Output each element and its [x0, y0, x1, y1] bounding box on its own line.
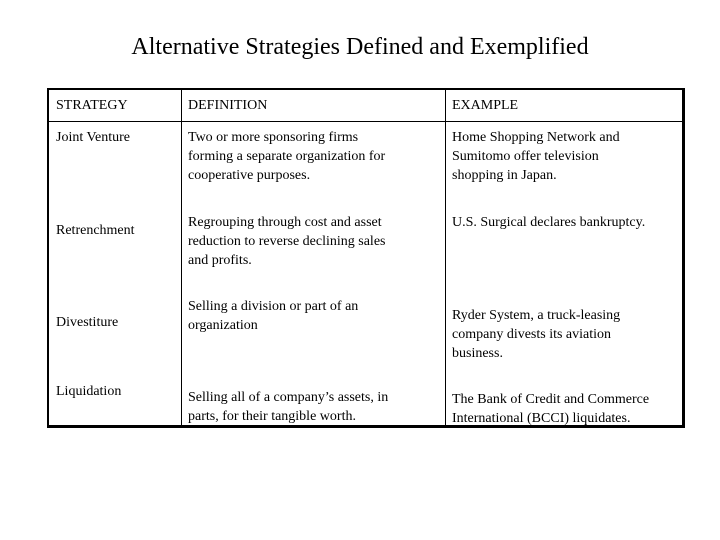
example-line: shopping in Japan. — [452, 168, 557, 183]
strategy-cell: Divestiture — [56, 315, 119, 330]
strategy-cell: Liquidation — [56, 384, 122, 399]
definition-line: cooperative purposes. — [188, 168, 311, 183]
example-cell — [452, 306, 620, 363]
definition-line: parts, for their tangible worth. — [188, 409, 356, 424]
example-line: company divests its aviation — [452, 327, 612, 342]
definition-line: Two or more sponsoring firms — [188, 130, 359, 145]
example-line: business. — [452, 346, 503, 361]
header-example: EXAMPLE — [452, 98, 519, 113]
example-line: International (BCCI) liquidates. — [452, 411, 631, 426]
definition-line: Regrouping through cost and asset — [188, 215, 382, 230]
example-cell — [452, 213, 645, 232]
definition-cell — [188, 388, 388, 426]
definition-cell — [188, 128, 385, 185]
definition-line: Selling a division or part of an — [188, 299, 359, 314]
header-definition: DEFINITION — [188, 98, 268, 113]
example-cell — [452, 128, 620, 185]
strategy-cell: Retrenchment — [56, 223, 135, 238]
header-divider — [49, 121, 682, 122]
example-line: U.S. Surgical declares bankruptcy. — [452, 215, 646, 230]
definition-line: Selling all of a company’s assets, in — [188, 390, 389, 405]
example-line: Ryder System, a truck-leasing — [452, 308, 621, 323]
example-line: Home Shopping Network and — [452, 130, 620, 145]
definition-line: organization — [188, 318, 258, 333]
definition-line: forming a separate organization for — [188, 149, 386, 164]
definition-cell — [188, 213, 385, 270]
strategies-table — [47, 88, 685, 428]
header-strategy: STRATEGY — [56, 98, 128, 113]
definition-line: reduction to reverse declining sales — [188, 234, 386, 249]
column-divider — [445, 90, 446, 425]
example-line: The Bank of Credit and Commerce — [452, 392, 650, 407]
column-divider — [181, 90, 182, 425]
example-cell — [452, 390, 649, 428]
example-line: Sumitomo offer television — [452, 149, 599, 164]
strategy-cell: Joint Venture — [56, 130, 131, 145]
definition-cell — [188, 297, 358, 335]
page-title: Alternative Strategies Defined and Exemplified — [131, 34, 589, 60]
definition-line: and profits. — [188, 253, 252, 268]
